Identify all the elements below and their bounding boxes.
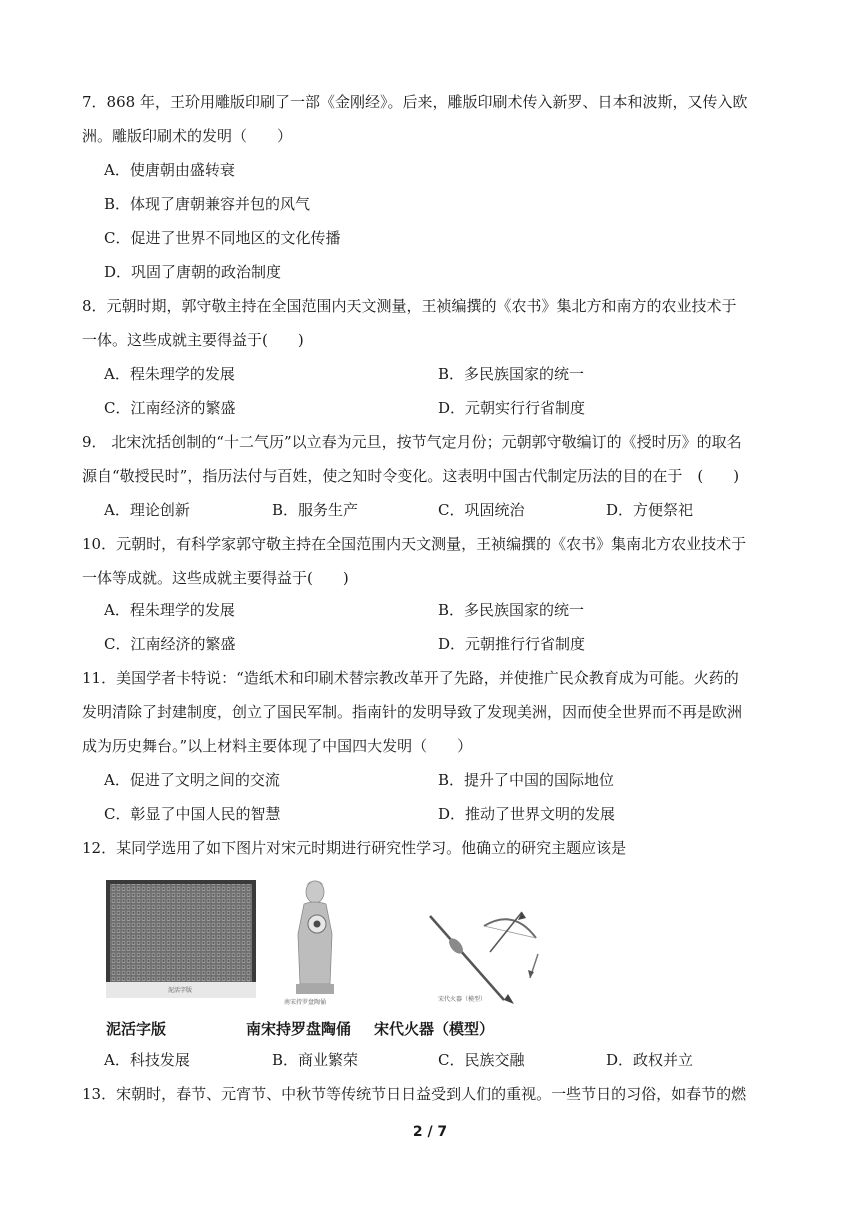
q11-option-c: C．彰显了中国人民的智慧: [104, 805, 281, 823]
q10-option-d: D．元朝推行行省制度: [438, 635, 586, 653]
fig2-small-caption: 南宋持罗盘陶俑: [284, 999, 327, 1006]
q10-stem-line2: 一体等成就。这些成就主要得益于( ): [82, 569, 349, 587]
q10-option-c: C．江南经济的繁盛: [104, 635, 236, 653]
q11-stem-line1: 11．美国学者卡特说：“造纸术和印刷术替宗教改革开了先路，并使推广民众教育成为可能。火药的: [82, 669, 739, 687]
q9-option-c: C．巩固统治: [438, 501, 525, 519]
q12-option-c: C．民族交融: [438, 1051, 525, 1069]
song-firearm-image: [424, 908, 548, 1004]
clay-type-plate-image: [106, 880, 256, 998]
q9-stem-line2: 源自“敬授民时”，指历法付与百姓，使之知时令变化。这表明中国古代制定历法的目的在于 ( ): [82, 467, 740, 485]
q8-option-a: A．程朱理学的发展: [104, 365, 235, 383]
page-number: 2 / 7: [412, 1124, 448, 1140]
q12-option-a: A．科技发展: [104, 1051, 190, 1069]
fig3-caption: 宋代火器（模型）: [374, 1020, 495, 1038]
q7-option-d: D．巩固了唐朝的政治制度: [104, 263, 282, 281]
q11-stem-line3: 成为历史舞台。”以上材料主要体现了中国四大发明（ ）: [82, 737, 473, 755]
fig1-caption: 泥活字版: [106, 1020, 167, 1038]
q12-stem-line1: 12．某同学选用了如下图片对宋元时期进行研究性学习。他确立的研究主题应该是: [82, 839, 627, 857]
q9-stem-line1: 9． 北宋沈括创制的“十二气历”以立春为元旦，按节气定月份；元朝郭守敬编订的《授时历》的取名: [82, 433, 742, 451]
q11-option-a: A．促进了文明之间的交流: [104, 771, 280, 789]
q12-option-b: B．商业繁荣: [272, 1051, 359, 1069]
q8-option-d: D．元朝实行行省制度: [438, 399, 586, 417]
q10-stem-line1: 10．元朝时，有科学家郭守敬主持在全国范围内天文测量，王祯编撰的《农书》集南北方农业技术于: [82, 535, 747, 553]
compass-figurine-image: [284, 874, 346, 1006]
q11-option-b: B．提升了中国的国际地位: [438, 771, 615, 789]
fig1-small-caption: 泥活字版: [168, 987, 193, 994]
q11-stem-line2: 发明清除了封建制度，创立了国民军制。指南针的发明导致了发现美洲，因而使全世界而不再是欧洲: [82, 703, 743, 721]
q7-option-c: C．促进了世界不同地区的文化传播: [104, 229, 341, 247]
q7-option-a: A．使唐朝由盛转衰: [104, 161, 235, 179]
q9-option-b: B．服务生产: [272, 501, 359, 519]
fig3-small-caption: 宋代火器（模型）: [438, 996, 487, 1003]
q8-stem-line1: 8．元朝时期，郭守敬主持在全国范围内天文测量，王祯编撰的《农书》集北方和南方的农业技术于: [82, 297, 737, 315]
q10-option-a: A．程朱理学的发展: [104, 601, 235, 619]
q8-option-c: C．江南经济的繁盛: [104, 399, 236, 417]
q8-stem-line2: 一体。这些成就主要得益于( ): [82, 331, 304, 349]
fig2-caption: 南宋持罗盘陶俑: [246, 1020, 352, 1038]
q13-stem-line1: 13．宋朝时，春节、元宵节、中秋节等传统节日日益受到人们的重视。一些节日的习俗，如春节的燃: [82, 1085, 747, 1103]
q9-option-d: D．方便祭祀: [606, 501, 694, 519]
q11-option-d: D．推动了世界文明的发展: [438, 805, 616, 823]
q7-stem-line1: 7．868 年，王玠用雕版印刷了一部《金刚经》。后来，雕版印刷术传入新罗、日本和波斯，又传入欧: [82, 93, 748, 111]
q12-option-d: D．政权并立: [606, 1051, 694, 1069]
q8-option-b: B．多民族国家的统一: [438, 365, 585, 383]
q7-option-b: B．体现了唐朝兼容并包的风气: [104, 195, 311, 213]
q9-option-a: A．理论创新: [104, 501, 190, 519]
q12-figures: [0, 868, 860, 1038]
q7-stem-line2: 洲。雕版印刷术的发明（ ）: [82, 127, 293, 145]
q10-option-b: B．多民族国家的统一: [438, 601, 585, 619]
